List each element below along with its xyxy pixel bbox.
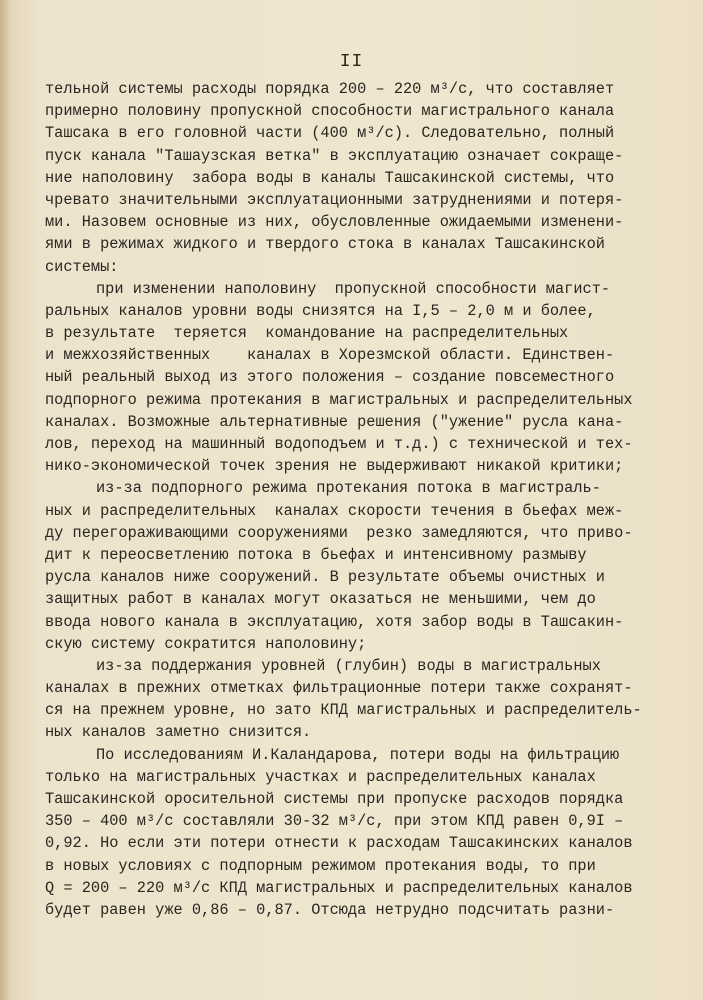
text-line: лов, переход на машинный водоподъем и т.д.) с технической и тех- bbox=[45, 435, 633, 453]
text-line: ных и распределительных каналах скорости течения в бьефах меж- bbox=[45, 501, 624, 520]
text-line: 350 – 400 м³/с составляли 30-32 м³/с, при этом КПД равен 0,9I – bbox=[45, 812, 624, 831]
text-line: каналах в прежних отметках фильтрационные потери также сохранят- bbox=[45, 679, 633, 698]
text-line: ввода нового канала в эксплуатацию, хотя забор воды в Ташсакин- bbox=[45, 612, 624, 631]
page-number: II bbox=[339, 52, 364, 72]
body-text bbox=[45, 78, 645, 921]
text-line: Ташсакинской оросительной системы при пропуске расходов порядка bbox=[45, 790, 624, 808]
text-line: из-за подпорного режима протекания потока в магистраль- bbox=[96, 479, 601, 498]
text-line: защитных работ в каналах могут оказаться не меньшими, чем до bbox=[45, 590, 596, 609]
text-line: ный реальный выход из этого положения – создание повсеместного bbox=[45, 368, 615, 387]
text-line: каналах. Возможные альтернативные решения ("ужение" русла кана- bbox=[45, 412, 624, 431]
text-line: системы: bbox=[45, 257, 119, 276]
binding-shadow bbox=[0, 0, 10, 1000]
text-line: будет равен уже 0,86 – 0,87. Отсюда нетрудно подсчитать разни- bbox=[45, 900, 615, 919]
text-line: Q = 200 – 220 м³/с КПД магистральных и распределительных каналов bbox=[45, 878, 633, 897]
text-line: из-за поддержания уровней (глубин) воды в магистральных bbox=[96, 656, 601, 675]
text-line: при изменении наполовину пропускной способности магист- bbox=[96, 279, 611, 298]
text-line: ральных каналов уровни воды снизятся на I,5 – 2,0 м и более, bbox=[45, 301, 596, 320]
text-line: в новых условиях с подпорным режимом протекания воды, то при bbox=[45, 856, 596, 875]
text-line: ду перегораживающими сооружениями резко замедляются, что приво- bbox=[45, 523, 633, 542]
text-line: нико-экономической точек зрения не выдерживают никакой критики; bbox=[45, 457, 624, 476]
text-line: 0,92. Но если эти потери отнести к расходам Ташсакинских каналов bbox=[45, 834, 633, 853]
text-line: тельной системы расходы порядка 200 – 220 м³/с, что составляет bbox=[45, 80, 615, 98]
text-line: и межхозяйственных каналах в Хорезмской области. Единствен- bbox=[45, 346, 615, 365]
text-line: По исследованиям И.Каландарова, потери воды на фильтрацию bbox=[96, 745, 620, 764]
text-line: ных каналов заметно снизится. bbox=[45, 723, 312, 742]
text-line: дит к переосветлению потока в бьефах и интенсивному размыву bbox=[45, 545, 605, 564]
text-line: скую систему сократится наполовину; bbox=[45, 634, 367, 653]
text-line: Ташсака в его головной части (400 м³/с). Следовательно, полный bbox=[45, 124, 615, 143]
text-line: примерно половину пропускной способности магистрального канала bbox=[45, 102, 615, 121]
text-line: в результате теряется командование на распределительных bbox=[45, 324, 569, 343]
text-line: пуск канала "Ташаузская ветка" в эксплуатацию означает сокраще- bbox=[45, 146, 624, 165]
text-line: подпорного режима протекания в магистральных и распределительных bbox=[45, 390, 633, 409]
text-line: ями в режимах жидкого и твердого стока в каналах Ташсакинской bbox=[45, 235, 605, 254]
text-line: чревато значительными эксплуатационными затруднениями и потеря- bbox=[45, 190, 624, 209]
text-line: русла каналов ниже сооружений. В результате объемы очистных и bbox=[45, 568, 605, 587]
text-line: только на магистральных участках и распределительных каналах bbox=[45, 767, 596, 786]
text-line: ми. Назовем основные из них, обусловленные ожидаемыми изменени- bbox=[45, 213, 624, 232]
text-line: ние наполовину забора воды в каналы Ташсакинской системы, что bbox=[45, 168, 615, 187]
text-line: ся на прежнем уровне, но зато КПД магистральных и распределитель- bbox=[45, 701, 642, 720]
